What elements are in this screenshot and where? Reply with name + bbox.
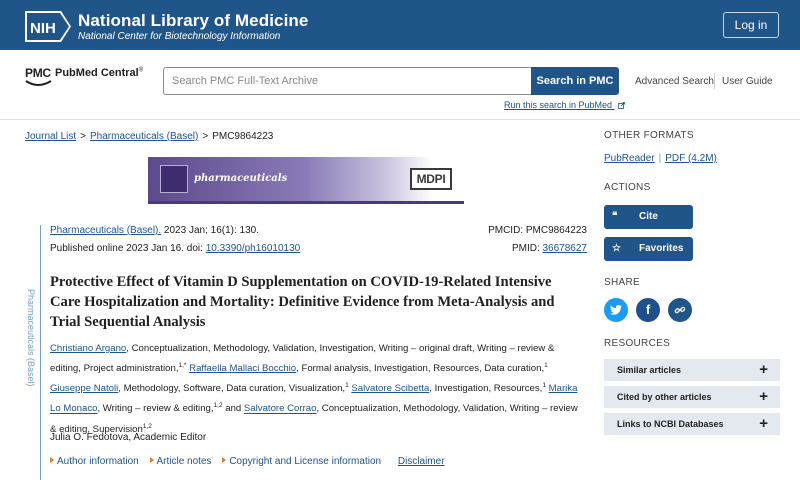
header-divider <box>0 119 800 120</box>
nlm-title[interactable]: National Library of Medicine <box>78 11 309 30</box>
resources-heading: RESOURCES <box>604 338 671 349</box>
twitter-share-button[interactable] <box>604 298 628 322</box>
breadcrumb-current: PMC9864223 <box>212 131 274 142</box>
author-information-toggle[interactable]: Author information <box>50 456 139 467</box>
star-icon: ☆ <box>612 243 621 254</box>
journal-banner[interactable] <box>148 157 464 204</box>
author-link[interactable]: Marika Lo Monaco <box>50 383 578 415</box>
copyright-toggle[interactable]: Copyright and License information <box>222 456 381 467</box>
pmid-link[interactable]: 36678627 <box>542 243 587 254</box>
author-link[interactable]: Raffaella Mallaci Bocchio <box>189 363 297 375</box>
ncbi-links-toggle[interactable]: Links to NCBI Databases + <box>604 413 780 435</box>
author-link[interactable]: Salvatore Scibetta <box>351 383 430 395</box>
search-button[interactable]: Search in PMC <box>531 67 619 95</box>
caret-right-icon <box>150 457 154 463</box>
academic-editor: Julia O. Fedotova, Academic Editor <box>50 432 207 443</box>
cited-by-toggle[interactable]: Cited by other articles + <box>604 386 780 408</box>
svg-text:NIH: NIH <box>30 20 56 37</box>
user-guide-link[interactable]: User Guide <box>722 76 773 87</box>
article-info-links <box>50 456 445 467</box>
plus-icon: + <box>759 415 768 432</box>
citation-line: Pharmaceuticals (Basel). 2023 Jan; 16(1): 130. <box>50 225 260 236</box>
plus-icon: + <box>759 388 768 405</box>
breadcrumb-journal[interactable]: Pharmaceuticals (Basel) <box>89 131 199 142</box>
author-link[interactable]: Giuseppe Natoli <box>50 383 119 395</box>
actions-heading: ACTIONS <box>604 182 651 193</box>
similar-articles-toggle[interactable]: Similar articles + <box>604 359 780 381</box>
share-heading: SHARE <box>604 277 640 288</box>
journal-link[interactable]: Pharmaceuticals (Basel). <box>50 225 162 236</box>
article-title: Protective Effect of Vitamin D Supplementation on COVID-19-Related Intensive Care Hospitalization and Mortality: Definitive Evidence from Meta-Analysis and Trial Sequential Analysis <box>50 274 555 330</box>
external-link-icon <box>618 102 625 109</box>
doi-link[interactable]: 10.3390/ph16010130 <box>205 243 301 254</box>
plus-icon: + <box>759 361 768 378</box>
advanced-search-link[interactable]: Advanced Search <box>635 76 714 87</box>
disclaimer-link[interactable]: Disclaimer <box>397 456 445 467</box>
cite-button[interactable]: ❝ Cite <box>604 205 693 229</box>
copy-link-button[interactable] <box>668 298 692 322</box>
pubreader-link[interactable]: PubReader <box>604 153 655 164</box>
side-rule <box>40 225 41 480</box>
side-journal-label: Pharmaceuticals (Basel) <box>26 289 36 387</box>
facebook-icon: f <box>645 302 651 317</box>
quote-icon: ❝ <box>612 211 618 222</box>
pmc-arc-icon <box>25 80 52 88</box>
favorites-button[interactable]: ☆ Favorites <box>604 237 693 261</box>
run-in-pubmed-link[interactable]: Run this search in PubMed <box>504 100 625 110</box>
facebook-share-button[interactable] <box>636 298 660 322</box>
pmc-name: PubMed Central® <box>55 67 144 79</box>
article-notes-toggle[interactable]: Article notes <box>150 456 212 467</box>
other-formats: PubReader | PDF (4.2M) <box>604 153 717 164</box>
login-button[interactable]: Log in <box>723 12 779 38</box>
caret-right-icon <box>50 457 54 463</box>
pdf-link[interactable]: PDF (4.2M) <box>665 153 717 164</box>
mdpi-logo: MDPI <box>410 168 452 190</box>
banner-journal-name: pharmaceuticals <box>194 173 288 184</box>
pmcid: PMCID: PMC9864223 <box>488 225 587 236</box>
twitter-icon <box>610 305 622 315</box>
search-input[interactable]: Search PMC Full-Text Archive <box>163 67 532 95</box>
caret-right-icon <box>222 457 226 463</box>
journal-cover-image <box>160 165 188 193</box>
author-link[interactable]: Salvatore Corrao <box>243 403 317 415</box>
breadcrumb-journal-list[interactable]: Journal List <box>25 131 77 142</box>
published-line: Published online 2023 Jan 16. doi: 10.3390/ph16010130 <box>50 243 301 254</box>
nih-header <box>0 0 800 50</box>
divider <box>714 73 715 89</box>
ncbi-subtitle: National Center for Biotechnology Information <box>78 31 281 42</box>
author-list: Christiano Argano, Conceptualization, Methodology, Validation, Investigation, Writing – original draft, Writing – review & editing, Project administration,$^{1,*}$ Raffaella Mallaci Bocchio, Formal analysis, Investigation, Resources, Data curation,$^1$ Giuseppe Natoli, Methodology, Software, Data curation, Visualization,$^1$ Salvatore Scibetta, Investigation, Resources,$^1$ Marika Lo Monaco, Writing – review & editing,$^{1,2}$ and Salvatore Corrao, Conceptualization, Methodology, Validation, Writing – review & editing, Supervision$^{1,2}$ <box>50 343 578 435</box>
nih-logo[interactable] <box>25 11 71 42</box>
pmid: PMID: 36678627 <box>511 243 587 254</box>
author-link[interactable]: Christiano Argano <box>50 343 127 354</box>
pmc-badge: PMC <box>25 66 51 80</box>
other-formats-heading: OTHER FORMATS <box>604 130 694 141</box>
breadcrumb: Journal List > Pharmaceuticals (Basel) > PMC9864223 <box>25 131 274 142</box>
link-icon <box>674 304 686 316</box>
